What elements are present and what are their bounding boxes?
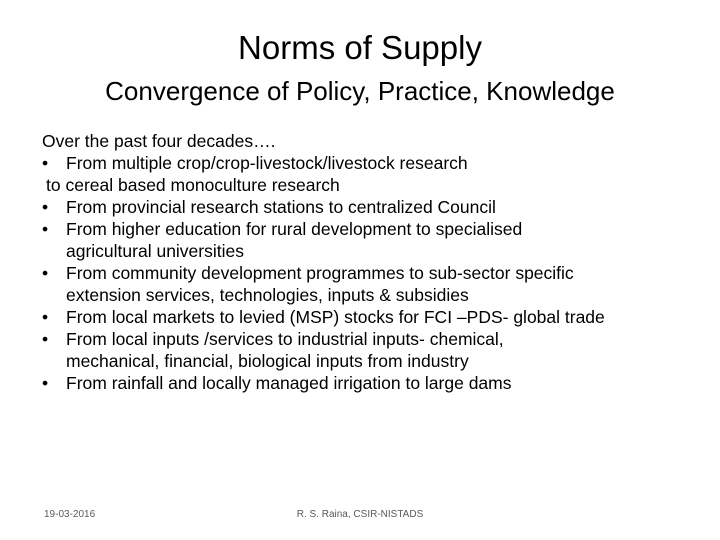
bullet-text	[66, 372, 702, 394]
footer-author: R. S. Raina, CSIR-NISTADS	[296, 509, 424, 520]
bullet-glyph: •	[42, 373, 49, 393]
bullet-glyph: •	[42, 219, 49, 239]
bullet-text	[66, 218, 702, 262]
bullet-line: From community development programmes to sub-sector specific	[66, 263, 574, 283]
bullet-line: mechanical, financial, biological inputs from industry	[66, 351, 469, 371]
footer-date: 19-03-2016	[44, 509, 96, 520]
bullet-text	[66, 196, 702, 218]
bullet-item	[42, 262, 702, 306]
bullet-text	[66, 262, 702, 306]
bullet-glyph: •	[42, 263, 49, 283]
bullet-line: From provincial research stations to centralized Council	[66, 197, 496, 217]
bullet-glyph: •	[42, 307, 49, 327]
slide-subtitle: Convergence of Policy, Practice, Knowledge	[105, 76, 615, 106]
bullet-text	[66, 306, 702, 328]
bullet-text: From multiple crop/crop-livestock/livestock research	[66, 153, 468, 173]
bullet-line: From higher education for rural development to specialised	[66, 219, 523, 239]
bullet-item	[42, 152, 702, 174]
bullet-item	[42, 372, 702, 394]
intro-text: Over the past four decades….	[42, 131, 276, 151]
bullet-glyph: •	[42, 153, 49, 173]
bullet-item	[42, 328, 702, 372]
bullet-glyph: •	[42, 197, 49, 217]
bullet-item	[42, 196, 702, 218]
bullet-line: From local markets to levied (MSP) stocks for FCI –PDS- global trade	[66, 307, 605, 327]
bullet-text	[66, 328, 702, 372]
bullet-continuation-text: to cereal based monoculture research	[46, 175, 340, 195]
bullet-item	[42, 218, 702, 262]
bullet-glyph: •	[42, 329, 49, 349]
bullet-line: From rainfall and locally managed irrigation to large dams	[66, 373, 512, 393]
bullet-item	[42, 306, 702, 328]
slide-body	[42, 130, 702, 394]
bullet-line: agricultural universities	[66, 241, 244, 261]
bullet-line: From local inputs /services to industrial inputs- chemical,	[66, 329, 504, 349]
slide-title: Norms of Supply	[238, 29, 482, 66]
bullet-line: extension services, technologies, inputs & subsidies	[66, 285, 469, 305]
